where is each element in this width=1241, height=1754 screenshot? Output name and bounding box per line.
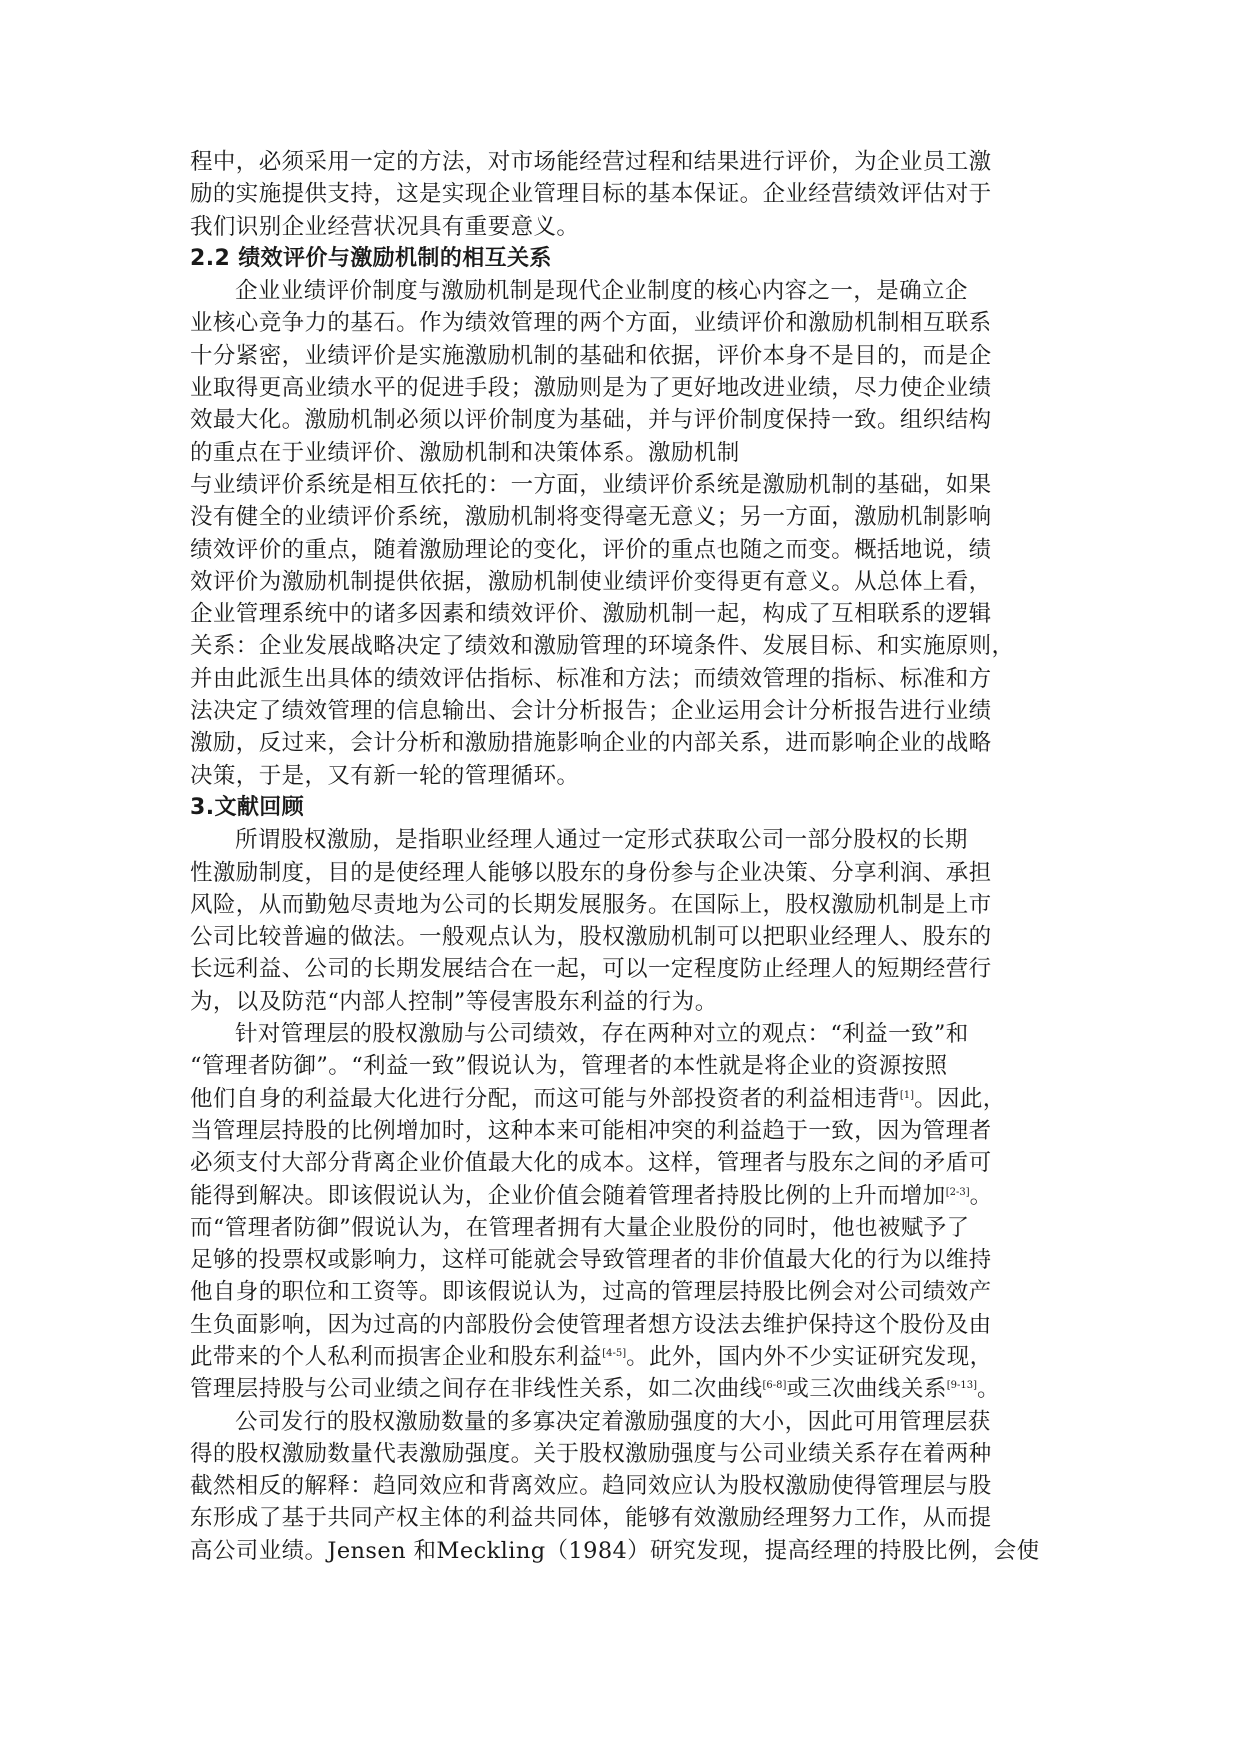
- text-line: [190, 1083, 1060, 1115]
- section-heading-2-2: 2.2 绩效评价与激励机制的相互关系: [190, 245, 552, 271]
- text-line: 必须支付大部分背离企业价值最大化的成本。这样，管理者与股东之间的矛盾可: [190, 1150, 992, 1177]
- text-segment: 。: [969, 1182, 993, 1209]
- document-page: [190, 146, 1060, 1567]
- text-line: 得的股权激励数量代表激励强度。关于股权激励强度与公司业绩关系存在着两种: [190, 1440, 992, 1467]
- text-line: 性激励制度，目的是使经理人能够以股东的身份参与企业决策、分享利润、承担: [190, 859, 992, 886]
- text-segment: 。: [977, 1376, 1000, 1403]
- text-line: 足够的投票权或影响力，这样可能就会导致管理者的非价值最大化的行为以维持: [190, 1247, 992, 1274]
- citation-ref[interactable]: [1]: [899, 1089, 915, 1101]
- text-line: 决策，于是，又有新一轮的管理循环。: [190, 762, 580, 789]
- text-line: 高公司业绩。Jensen 和Meckling（1984）研究发现，提高经理的持股比例，会使: [190, 1537, 1040, 1564]
- text-line: 励的实施提供支持，这是实现企业管理目标的基本保证。企业经营绩效评估对于: [190, 181, 992, 208]
- text-line: 所谓股权激励，是指职业经理人通过一定形式获取公司一部分股权的长期: [235, 827, 968, 854]
- citation-ref[interactable]: [9-13]: [946, 1380, 978, 1392]
- citation-ref[interactable]: [4-5]: [602, 1347, 627, 1359]
- text-segment: 他们自身的利益最大化进行分配，而这可能与外部投资者的利益相违背: [190, 1085, 900, 1112]
- text-line: 而“管理者防御”假说认为，在管理者拥有大量企业股份的同时，他也被赋予了: [190, 1214, 970, 1241]
- section-3-paragraph-2: [190, 1018, 1060, 1406]
- text-line: [190, 1180, 1060, 1212]
- intro-paragraph: [190, 146, 1060, 243]
- text-line: [190, 1373, 1060, 1405]
- text-line: “管理者防御”。“利益一致”假说认为，管理者的本性就是将企业的资源按照: [190, 1053, 948, 1080]
- section-3-paragraph-1: [190, 824, 1060, 1018]
- text-line: 的重点在于业绩评价、激励机制和决策体系。激励机制: [190, 439, 740, 466]
- citation-ref[interactable]: [6-8]: [762, 1380, 787, 1392]
- text-line: 企业业绩评价制度与激励机制是现代企业制度的核心内容之一，是确立企: [235, 278, 968, 305]
- text-line: 法决定了绩效管理的信息输出、会计分析报告；企业运用会计分析报告进行业绩: [190, 698, 992, 725]
- text-segment: 此带来的个人私利而损害企业和股东利益: [190, 1343, 603, 1370]
- text-line: 为，以及防范“内部人控制”等侵害股东利益的行为。: [190, 988, 718, 1015]
- text-line: 企业管理系统中的诸多因素和绩效评价、激励机制一起，构成了互相联系的逻辑: [190, 601, 992, 628]
- citation-ref[interactable]: [2-3]: [945, 1186, 970, 1198]
- text-line: 我们识别企业经营状况具有重要意义。: [190, 213, 580, 240]
- text-line: 与业绩评价系统是相互依托的：一方面，业绩评价系统是激励机制的基础，如果: [190, 471, 992, 498]
- text-segment: 能得到解决。即该假说认为，企业价值会随着管理者持股比例的上升而增加: [190, 1182, 946, 1209]
- text-segment: 。此外，国内外不少实证研究发现，: [626, 1343, 993, 1370]
- text-line: 业取得更高业绩水平的促进手段；激励则是为了更好地改进业绩，尽力使企业绩: [190, 375, 992, 402]
- text-line: [190, 1341, 1060, 1373]
- text-line: 激励，反过来，会计分析和激励措施影响企业的内部关系，进而影响企业的战略: [190, 730, 992, 757]
- text-line: 风险，从而勤勉尽责地为公司的长期发展服务。在国际上，股权激励机制是上市: [190, 891, 992, 918]
- section-heading-3: 3.文献回顾: [190, 794, 305, 820]
- text-line: 并由此派生出具体的绩效评估指标、标准和方法；而绩效管理的指标、标准和方: [190, 665, 992, 692]
- text-line: 关系：企业发展战略决定了绩效和激励管理的环境条件、发展目标、和实施原则，: [190, 633, 1015, 660]
- text-line: 效评价为激励机制提供依据，激励机制使业绩评价变得更有意义。从总体上看，: [190, 568, 992, 595]
- section-2-2-paragraph: [190, 275, 1060, 792]
- text-line: 截然相反的解释：趋同效应和背离效应。趋同效应认为股权激励使得管理层与股: [190, 1473, 992, 1500]
- text-line: 针对管理层的股权激励与公司绩效，存在两种对立的观点：“利益一致”和: [235, 1021, 969, 1048]
- text-line: 没有健全的业绩评价系统，激励机制将变得毫无意义；另一方面，激励机制影响: [190, 504, 992, 531]
- text-line: 他自身的职位和工资等。即该假说认为，过高的管理层持股比例会对公司绩效产: [190, 1279, 992, 1306]
- text-line: 效最大化。激励机制必须以评价制度为基础，并与评价制度保持一致。组织结构: [190, 407, 992, 434]
- text-segment: 。因此，: [914, 1085, 1006, 1112]
- text-line: 东形成了基于共同产权主体的利益共同体，能够有效激励经理努力工作，从而提: [190, 1505, 992, 1532]
- text-line: 公司发行的股权激励数量的多寡决定着激励强度的大小，因此可用管理层获: [235, 1408, 991, 1435]
- text-line: 当管理层持股的比例增加时，这种本来可能相冲突的利益趋于一致，因为管理者: [190, 1117, 992, 1144]
- text-line: 十分紧密，业绩评价是实施激励机制的基础和依据，评价本身不是目的，而是企: [190, 342, 992, 369]
- section-3-paragraph-3: [190, 1406, 1060, 1567]
- text-line: 程中，必须采用一定的方法，对市场能经营过程和结果进行评价，为企业员工激: [190, 149, 992, 175]
- text-line: 业核心竞争力的基石。作为绩效管理的两个方面，业绩评价和激励机制相互联系: [190, 310, 992, 337]
- text-segment: 管理层持股与公司业绩之间存在非线性关系，如二次曲线: [190, 1376, 763, 1403]
- text-segment: 或三次曲线关系: [786, 1376, 947, 1403]
- text-line: 绩效评价的重点，随着激励理论的变化，评价的重点也随之而变。概括地说，绩: [190, 536, 992, 563]
- text-line: 生负面影响，因为过高的内部股份会使管理者想方设法去维护保持这个股份及由: [190, 1311, 992, 1338]
- text-line: 公司比较普遍的做法。一般观点认为，股权激励机制可以把职业经理人、股东的: [190, 924, 992, 951]
- text-line: 长远利益、公司的长期发展结合在一起，可以一定程度防止经理人的短期经营行: [190, 956, 992, 983]
